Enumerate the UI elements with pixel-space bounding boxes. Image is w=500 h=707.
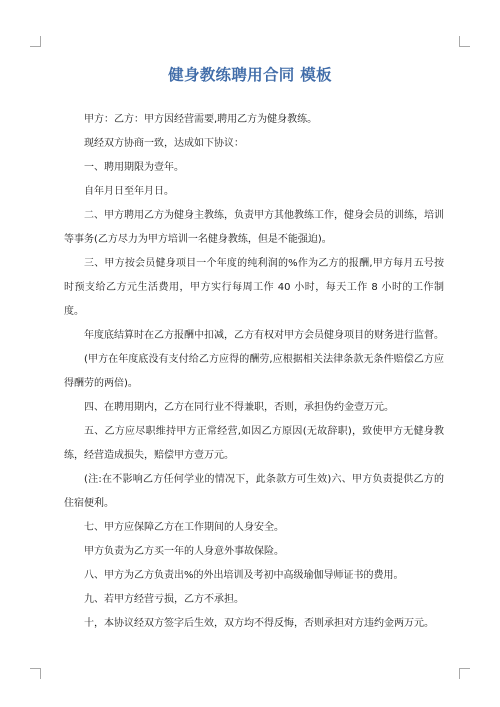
document-body [64,108,444,636]
paragraph-parties: 甲方：乙方：甲方因经营需要,聘用乙方为健身教练。 [84,114,318,125]
paragraph-clause-7: 七、甲方应保障乙方在工作期间的人身安全。 [84,522,284,533]
paragraph-clause-4: 四、在聘用期内，乙方在同行业不得兼职，否则，承担伪约金壹万元。 [84,402,394,413]
paragraph-clause-10: 十，本协议经双方签字后生效，双方均不得反悔，否则承担对方违约金两万元。 [84,618,434,629]
paragraph-agreement: 现经双方协商一致，达成如下协议： [84,138,244,149]
document-title: 健身教练聘用合同 模板 [168,66,332,84]
paragraph-clause-8: 八、甲方为乙方负责出%的外出培训及考初中高级瑜伽导师证书的费用。 [84,570,404,581]
paragraph-clause-2: 二、甲方聘用乙方为健身主教练，负责甲方其他教练工作，健身会员的训练，培训等事务(乙方尽力为甲方培训一名健身教练，但是不能强迫)。 [64,210,444,245]
paragraph-clause-1: 一、聘用期限为壹年。 [84,162,184,173]
paragraph-clause-3: 三、甲方按会员健身项目一个年度的纯利润的%作为乙方的报酬,甲方每月五号按时预支给乙方元生活费用，甲方实行每周工作 40 小时，每天工作 8 小时的工作制度。 [64,258,444,317]
paragraph-compensation-note: (甲方在年度底没有支付给乙方应得的酬劳,应根据相关法律条款无条件赔偿乙方应得酬劳的两倍)。 [64,354,444,389]
paragraph-insurance: 甲方负责为乙方买一年的人身意外事故保险。 [84,546,284,557]
paragraph-settlement: 年度底结算时在乙方报酬中扣减，乙方有权对甲方会员健身项目的财务进行监督。 [84,330,444,341]
paragraph-clause-9: 九、若甲方经营亏损，乙方不承担。 [84,594,244,605]
paragraph-clause-6: (注:在不影响乙方任何学业的情况下，此条款方可生效)六、甲方负责提供乙方的住宿便利。 [64,474,444,509]
crop-mark-bottom-left [30,668,41,679]
crop-mark-top-right [459,36,470,47]
crop-mark-bottom-right [459,668,470,679]
paragraph-clause-5: 五、乙方应尽职维持甲方正常经营,如因乙方原因(无故辞职)，致使甲方无健身教练，经营造成损失，赔偿甲方壹万元。 [64,426,444,461]
paragraph-term-dates: 自年月日至年月日。 [84,186,174,197]
crop-mark-top-left [30,36,41,47]
